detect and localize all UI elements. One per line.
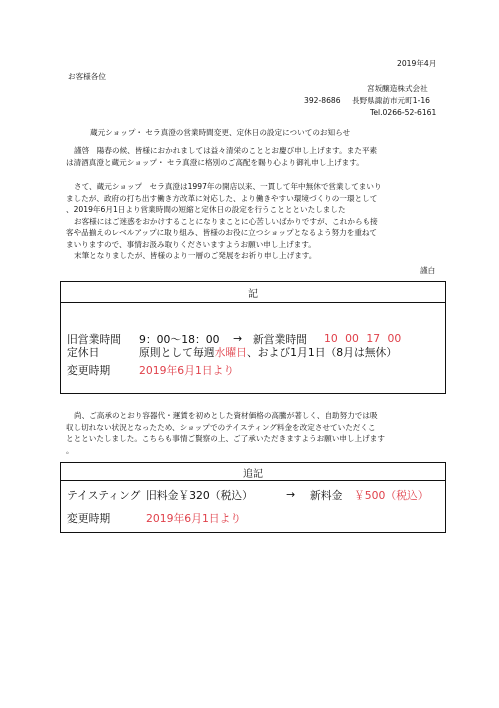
note-paragraph bbox=[66, 410, 385, 456]
notice-heading: 記 bbox=[248, 289, 258, 300]
body-line: 客や品揃えのレベルアップに取り組み、皆様のお役に立つショップとなるよう努力を重ねて bbox=[66, 228, 377, 237]
addendum-heading: 追記 bbox=[243, 469, 263, 480]
old-fee: 旧料金￥320（税込） bbox=[146, 489, 253, 502]
old-hours-value: 9：00～18：00 bbox=[139, 333, 220, 346]
addendum-change-label: 変更時期 bbox=[67, 512, 111, 525]
notice-divider bbox=[61, 302, 445, 303]
new-hours-label: 新営業時間 bbox=[253, 333, 307, 346]
body-line: お客様にはご迷惑をおかけすることになりまことに心苦しいばかりですが、これからも接 bbox=[74, 216, 378, 226]
body-line: さて、蔵元ショップ セラ真澄は1997年の開店以来、一貫して年中無休で営業してまいり bbox=[74, 182, 382, 191]
change-date-label: 変更時期 bbox=[67, 364, 111, 377]
closing-word: 謹白 bbox=[420, 266, 436, 275]
note-line: 収し切れない状況となったため、ショップでのテイスティング料金を改定させていただくこ bbox=[66, 422, 376, 432]
document-date: 2019年4月 bbox=[397, 59, 437, 68]
company-name: 宮坂醸造株式会社 bbox=[367, 84, 428, 93]
company-tel: Tel.0266-52-6161 bbox=[370, 108, 437, 117]
note-line: ととといたしました。こちらも事情ご賢察の上、ご了承いただきますようお願い申し上げます bbox=[66, 434, 385, 443]
body-line: 末筆となりましたが、皆様のより一層のご発展をお祈り申し上げます。 bbox=[74, 251, 317, 260]
hours-arrow: → bbox=[233, 332, 243, 345]
note-line: 尚、ご高承のとおり容器代・運賃を初めとした資材価格の高騰が著しく、自助努力では吸 bbox=[74, 411, 378, 420]
new-hours-value: 10 00 17 00 bbox=[324, 332, 402, 345]
greeting-paragraph bbox=[66, 145, 377, 168]
holiday-value bbox=[139, 345, 397, 360]
greeting-line: 謹啓 陽春の候、皆様におかれましては益々清栄のこととお慶び申し上げます。また平素 bbox=[74, 146, 378, 155]
new-fee-label: 新料金 bbox=[310, 489, 343, 502]
addendum-box bbox=[60, 462, 446, 533]
body-line: 、2019年6月1日より営業時間の短縮と定休日の設定を行うこととといたしました bbox=[66, 205, 346, 214]
holiday-prefix: 原則として毎週 bbox=[139, 346, 215, 359]
addendum-divider bbox=[61, 480, 445, 481]
note-line: 。 bbox=[66, 445, 74, 455]
notice-box bbox=[60, 281, 446, 394]
document-title: 蔵元ショップ・ セラ真澄の営業時間変更、定休日の設定についてのお知らせ bbox=[90, 128, 351, 137]
old-hours-label: 旧営業時間 bbox=[67, 333, 121, 346]
postal-code: 392-8686 bbox=[304, 96, 341, 105]
tasting-label: テイスティング bbox=[67, 489, 141, 502]
greeting-line: は清酒真澄と蔵元ショップ・ セラ真澄に格別のご高配を賜り心より御礼申し上げます。 bbox=[66, 157, 364, 167]
body-paragraph bbox=[66, 181, 382, 262]
holiday-label: 定休日 bbox=[67, 346, 100, 359]
fee-arrow: → bbox=[286, 488, 296, 501]
body-line: まいりますので、事情お汲み取りくださいますようお願い申し上げます。 bbox=[66, 239, 316, 249]
recipient: お客様各位 bbox=[68, 72, 106, 81]
addendum-change-date: 2019年6月1日より bbox=[146, 512, 242, 525]
company-address: 長野県諏訪市元町1-16 bbox=[352, 96, 430, 105]
body-line: ましたが、政府の打ち出す働き方改革に対応した、より働きやすい環境づくりの一環として bbox=[66, 193, 378, 203]
new-fee-value: ￥500（税込） bbox=[354, 489, 429, 502]
holiday-suffix: 、および1月1日（8月は無休） bbox=[246, 346, 398, 359]
holiday-weekday: 水曜日 bbox=[214, 346, 247, 359]
change-date-value: 2019年6月1日より bbox=[139, 364, 235, 377]
